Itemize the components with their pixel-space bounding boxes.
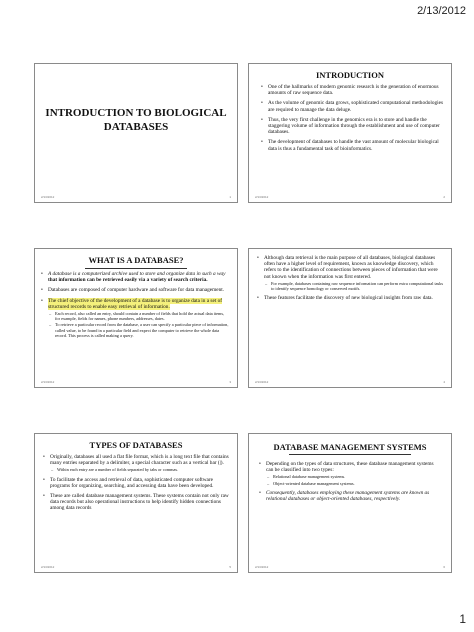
definition-text: A database is a computerized archive used to store and organize data in such a way [48, 271, 226, 277]
bullet-item [41, 271, 229, 283]
sub-bullet-list [50, 467, 229, 472]
sub-bullet-item: – For example, databases containing raw sequence information can perform extra computational tasks to identify sequence homology or conserved motifs. [264, 281, 445, 291]
sub-bullet-item: – Each record, also called an entry, should contain a number of fields that hold the actual data items, for example, fields for names, phone numbers, addresses, dates. [48, 311, 229, 321]
title-underline [85, 268, 187, 269]
slide-footer-date: 2/13/2012 [41, 380, 55, 384]
bullet-list [259, 461, 441, 502]
slide-footer-date: 2/13/2012 [255, 195, 269, 199]
sub-bullet-list [266, 474, 441, 485]
sub-bullet-list [48, 311, 229, 338]
sub-bullet-item: – Object-oriented database management systems. [266, 481, 441, 486]
bullet-list [261, 84, 445, 152]
bullet-item [41, 298, 229, 338]
slide-1 [34, 63, 238, 203]
bullet-item: • Consequently, databases employing these management systems are known as relational databases or object-oriented databases, respectively. [259, 490, 441, 502]
slide-footer-date: 2/13/2012 [255, 380, 269, 384]
slide-footer-date: 2/13/2012 [41, 565, 55, 569]
bullet-list [43, 454, 229, 512]
bullet-text: Originally, databases all used a flat file format, which is a long text file that contains many entries separated by a delimiter, a special character such as a vertical bar (|). [50, 454, 229, 467]
title-underline [289, 454, 411, 455]
slide-3 [34, 248, 238, 388]
slide-title: DATABASE MANAGEMENT SYSTEMS [273, 442, 427, 452]
slide-footer-number: 6 [443, 565, 445, 569]
slide-4 [248, 248, 452, 388]
print-date: 2/13/2012 [417, 5, 466, 17]
slide-footer-number: 4 [443, 380, 445, 384]
bullet-item: • Databases are composed of computer hardware and software for data management. [41, 287, 229, 293]
slide-2 [248, 63, 452, 203]
slide-footer-number: 2 [443, 195, 445, 199]
slide-6 [248, 433, 452, 573]
slide-title: WHAT IS A DATABASE? [88, 255, 184, 265]
slide-footer-date: 2/13/2012 [41, 195, 55, 199]
sub-bullet-item: – To retrieve a particular record from the database, a user can specify a particular piece of information, called value, to be found in a particular field and expect the computer to retrieve the whole data record. This process is called making a query. [48, 322, 229, 338]
sub-bullet-item: – Relational database management systems. [266, 474, 441, 479]
highlighted-text: The chief objective of the development of a database is to organize data in a set of structured records to enable easy retrieval of information. [48, 297, 223, 310]
slide-footer-number: 5 [229, 565, 231, 569]
bullet-item [257, 255, 445, 291]
sub-bullet-list [264, 281, 445, 291]
bullet-item: • These are called database management systems. These systems contain not only raw data records but also operational instructions to help identify hidden connections among data records [43, 493, 229, 512]
bullet-item: • One of the hallmarks of modern genomic research is the generation of enormous amounts of raw sequence data. [261, 84, 445, 96]
bullet-text: Depending on the types of data structures, these database management systems can be classified into two types: [266, 461, 434, 474]
bullet-list [41, 271, 229, 338]
bullet-item [259, 461, 441, 486]
bullet-item [43, 454, 229, 473]
bullet-text: Although data retrieval is the main purpose of all databases, biological databases often have a higher level of requirement, known as knowledge discovery, which refers to the identification of connections between pieces of information that were not known when the information was first entered. [264, 255, 438, 280]
slide-footer-number: 1 [229, 195, 231, 199]
slide-title: TYPES OF DATABASES [89, 440, 183, 450]
slide-footer-number: 3 [229, 380, 231, 384]
bullet-item: • As the volume of genomic data grows, sophisticated computational methodologies are required to manage the data deluge. [261, 100, 445, 112]
page-number: 1 [459, 612, 466, 626]
slide-footer-date: 2/13/2012 [255, 565, 269, 569]
bullet-list [257, 255, 445, 301]
definition-continuation: that information can be retrieved easily via a variety of search criteria. [48, 277, 208, 284]
slide-5 [34, 433, 238, 573]
sub-bullet-item: – Within each entry are a number of fields separated by tabs or commas. [50, 467, 229, 472]
bullet-item: • To facilitate the access and retrieval of data, sophisticated computer software programs for organizing, searching, and accessing data have been developed. [43, 477, 229, 489]
slide-title: INTRODUCTION [315, 70, 384, 80]
bullet-item: • Thus, the very first challenge in the genomics era is to store and handle the staggering volume of information through the establishment and use of computer databases. [261, 117, 445, 136]
bullet-item: • The development of databases to handle the vast amount of molecular biological data is thus a fundamental task of bioinformatics. [261, 139, 445, 151]
bullet-item: • These features facilitate the discovery of new biological insights from raw data. [257, 295, 445, 301]
slide-title: INTRODUCTION TO BIOLOGICAL DATABASES [45, 107, 227, 133]
